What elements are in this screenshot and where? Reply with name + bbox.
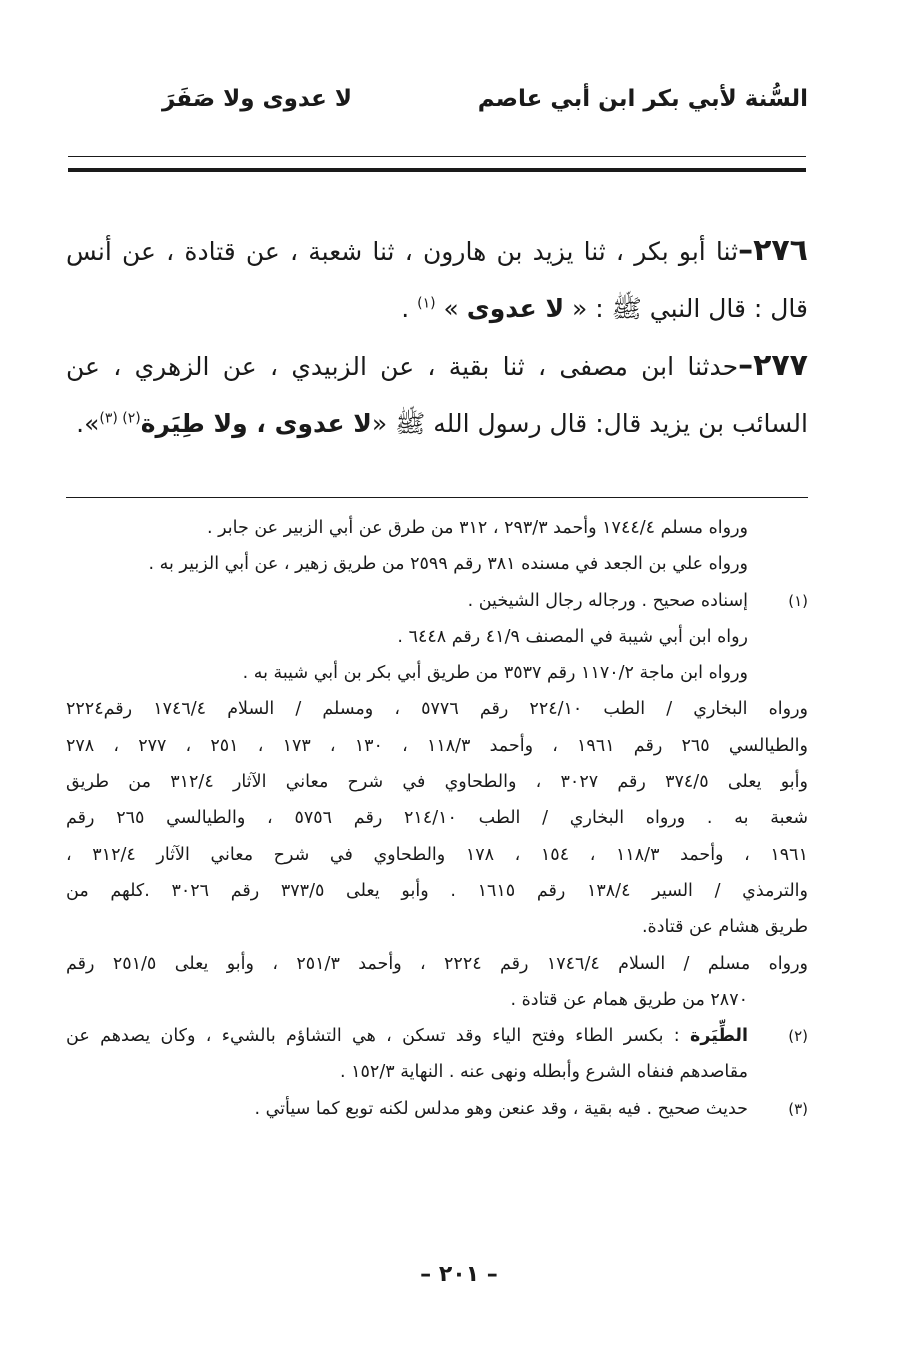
main-text bbox=[66, 222, 808, 452]
hadith-276 bbox=[66, 222, 808, 337]
footnote-line bbox=[66, 1018, 808, 1054]
footnote-line: ورواه ابن ماجة ١١٧٠/٢ رقم ٣٥٣٧ من طريق أبي بكر بن أبي شيبة به . bbox=[242, 663, 748, 684]
hadith-dash: – bbox=[738, 233, 754, 268]
footnote-headword: الطِّيَرة bbox=[690, 1026, 748, 1047]
footnote-line: طريق هشام عن قتادة. bbox=[641, 917, 808, 938]
hadith-quote: لا عدوى ، ولا طِيَرة bbox=[140, 409, 372, 438]
footnote-text: إسناده صحيح . ورجاله رجال الشيخين . bbox=[467, 590, 748, 611]
running-header-chapter-title: لا عدوى ولا صَفَرَ bbox=[162, 86, 353, 112]
hadith-quote: لا عدوى bbox=[466, 294, 565, 323]
hadith-number: ٢٧٦ bbox=[753, 233, 808, 268]
footnote-text: : بكسر الطاء وفتح الياء وقد تسكن ، هي التشاؤم بالشيء ، وكان يصدهم عن bbox=[66, 1026, 691, 1047]
footnote-ref: (٢) bbox=[122, 410, 141, 427]
footnote-line: ورواه مسلم ١٧٤٤/٤ وأحمد ٢٩٣/٣ ، ٣١٢ من طرق عن أبي الزبير عن جابر . bbox=[207, 518, 748, 538]
footnote-line: شعبة به . ورواه البخاري / الطب ٢١٤/١٠ رقم ٥٧٥٦ ، والطيالسي ٢٦٥ رقم bbox=[66, 808, 809, 829]
hadith-number: ٢٧٧ bbox=[753, 348, 808, 383]
footnote-text: حديث صحيح . فيه بقية ، وقد عنعن وهو مدلس لكنه توبع كما سيأتي . bbox=[254, 1098, 748, 1119]
footnote-line: وأبو يعلى ٣٧٤/٥ رقم ٣٠٢٧ ، والطحاوي في شرح معاني الآثار ٣١٢/٤ من طريق bbox=[66, 772, 808, 793]
footnote-number: (٣) bbox=[788, 1099, 808, 1118]
footnote-line: ٢٨٧٠ من طريق همام عن قتادة . bbox=[510, 989, 748, 1010]
hadith-text: حدثنا ابن مصفى ، ثنا بقية ، عن الزبيدي ، عن الزهري ، عن السائب بن يزيد قال: قال رسول الله ﷺ « bbox=[66, 352, 808, 438]
header-rule-thin bbox=[68, 156, 806, 157]
quote-close: ». bbox=[76, 409, 100, 438]
footnote-line: ١٩٦١ ، وأحمد ١١٨/٣ ، ١٥٤ ، ١٧٨ والطحاوي في شرح معاني الآثار ٣١٢/٤ ، bbox=[66, 844, 808, 865]
footnote-line bbox=[66, 583, 808, 619]
hadith-277 bbox=[66, 337, 808, 452]
footnote-ref: (٣) bbox=[99, 410, 123, 427]
footnote-line: مقاصدهم فنفاه الشرع وأبطله ونهى عنه . النهاية ١٥٢/٣ . bbox=[339, 1062, 748, 1083]
footnote-line: ورواه مسلم / السلام ١٧٤٦/٤ رقم ٢٢٢٤ ، وأحمد ٢٥١/٣ ، وأبو يعلى ٢٥١/٥ رقم bbox=[66, 953, 808, 974]
footnote-line: ورواه علي بن الجعد في مسنده ٣٨١ رقم ٢٥٩٩ من طريق زهير ، عن أبي الزبير به . bbox=[148, 554, 748, 575]
footnote-line: والترمذي / السير ١٣٨/٤ رقم ١٦١٥ . وأبو يعلى ٣٧٣/٥ رقم ٣٠٢٦ .كلهم من bbox=[66, 880, 808, 901]
footnote-line: رواه ابن أبي شيبة في المصنف ٤١/٩ رقم ٦٤٤٨ . bbox=[397, 626, 748, 647]
hadith-tail: . bbox=[401, 294, 418, 323]
footnote-line: ورواه البخاري / الطب ٢٢٤/١٠ رقم ٥٧٧٦ ، ومسلم / السلام ١٧٤٦/٤ رقم٢٢٢٤ bbox=[66, 699, 809, 720]
footnote-separator bbox=[66, 497, 808, 498]
footnote-line bbox=[66, 1091, 808, 1127]
hadith-text: ثنا أبو بكر ، ثنا يزيد بن هارون ، ثنا شعبة ، عن قتادة ، عن أنس قال : قال النبي ﷺ : « bbox=[66, 237, 808, 323]
page-number: – ٢٠١ – bbox=[420, 1262, 498, 1287]
footnote-number: (١) bbox=[788, 591, 808, 610]
footnotes bbox=[66, 510, 808, 1127]
running-header-book-title: السُّنة لأبي بكر ابن أبي عاصم bbox=[477, 86, 808, 112]
footnote-ref: (١) bbox=[417, 295, 436, 312]
footnote-number: (٢) bbox=[788, 1027, 808, 1046]
quote-close: » bbox=[435, 294, 467, 323]
hadith-dash: – bbox=[738, 348, 754, 383]
header-rule-thick bbox=[68, 168, 806, 172]
footnote-line: والطيالسي ٢٦٥ رقم ١٩٦١ ، وأحمد ١١٨/٣ ، ١٣٠ ، ١٧٣ ، ٢٥١ ، ٢٧٧ ، ٢٧٨ bbox=[66, 735, 808, 756]
